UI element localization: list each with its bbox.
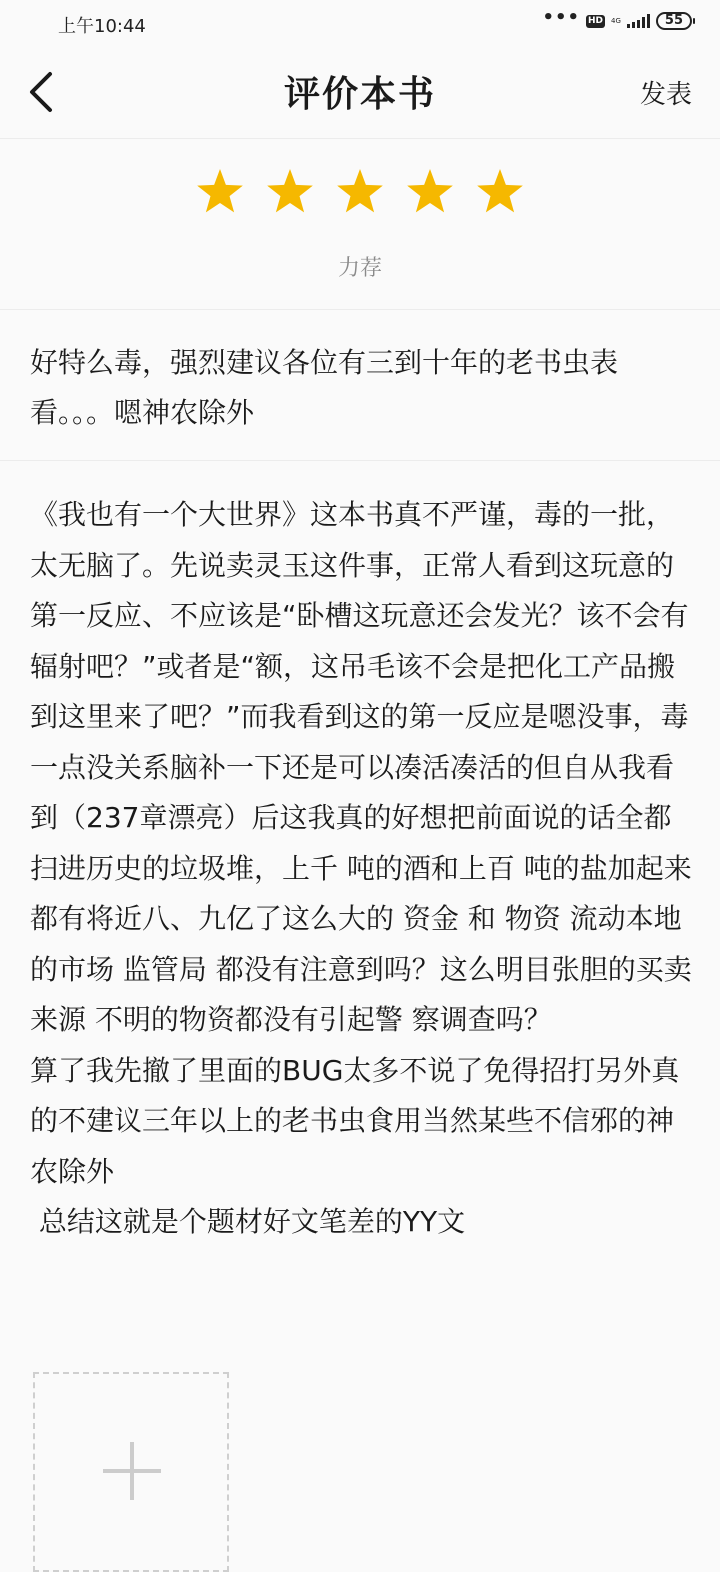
publish-button[interactable]: 发表 — [639, 80, 692, 110]
add-image-button[interactable] — [33, 1372, 229, 1572]
star-icon[interactable] — [335, 167, 385, 217]
rating-section — [0, 139, 720, 310]
rating-label: 力荐 — [337, 256, 382, 281]
network-label: 4G — [611, 17, 621, 25]
star-icon[interactable] — [475, 167, 525, 217]
star-icon[interactable] — [195, 167, 245, 217]
signal-icon — [627, 14, 650, 28]
star-rating — [0, 167, 720, 217]
review-title-text[interactable]: 好特么毒，强烈建议各位有三到十年的老书虫表看。。。嗯神农除外 — [30, 346, 619, 429]
status-bar — [0, 0, 720, 48]
review-body-text[interactable]: 《我也有一个大世界》这本书真不严谨，毒的一批，太无脑了。先说卖灵玉这件事，正常人看到这玩意的第一反应、不应该是“卧槽这玩意还会发光？该不会有辐射吧？”或者是“额，这吊毛该不会是把化工产品搬到这里来了吧？”而我看到这的第一反应是嗯没事，毒一点没关系脑补一下还是可以凑活凑活的但自从我看到（237章漂亮）后这我真的好想把前面说的话全都扫进历史的垃圾堆，上千 吨的酒和上百 吨的盐加起来都有将近八、九亿了这么大的 资金 和 物资 流动本地的市场 监管局 都没有注意到吗？这么明目张胆的买卖来源 不明的物资都没有引起警 察调查吗？ 算了我先撤了里面的BUG太多不说了免得招打另外真的不建议三年以上的老书虫食用当然某些不信邪的神农除外 总结这就是个题材好文笔差的YY文 — [30, 498, 692, 1238]
nav-bar — [0, 48, 720, 139]
star-icon[interactable] — [265, 167, 315, 217]
page-title: 评价本书 — [283, 74, 436, 115]
star-icon[interactable] — [405, 167, 455, 217]
battery-indicator: 55 — [656, 12, 692, 30]
plus-icon — [101, 1440, 163, 1502]
network-type — [611, 17, 621, 25]
status-icons — [542, 7, 692, 30]
notification-dots-icon: ••• — [542, 7, 580, 28]
review-title-section[interactable] — [0, 310, 720, 461]
hd-badge: HD — [588, 15, 604, 26]
status-time: 上午10:44 — [58, 16, 146, 37]
